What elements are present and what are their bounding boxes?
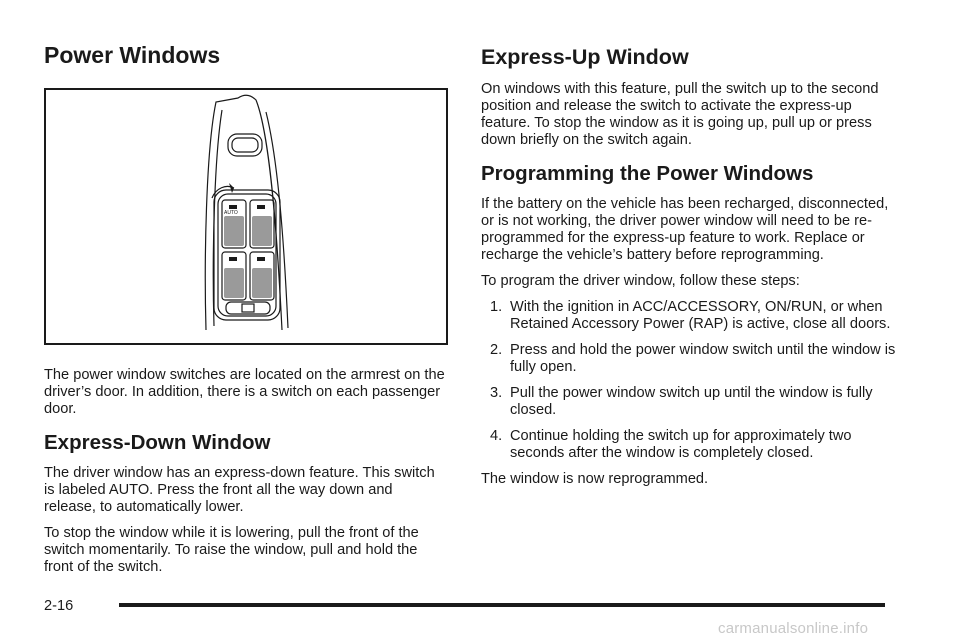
express-up-paragraph: On windows with this feature, pull the switch up to the second position and release the switch to activate the express-up feature. To stop the window as it is going up, pull up or press down briefly on the switch again. <box>481 81 879 148</box>
footer-rule <box>119 603 885 607</box>
programming-steps-list <box>481 299 901 462</box>
page-number: 2-16 <box>44 598 74 614</box>
page-title: Power Windows <box>44 42 221 68</box>
watermark: carmanualsonline.info <box>718 620 869 637</box>
programming-paragraph-1: If the battery on the vehicle has been recharged, disconnected, or is not working, the driver power window will need to be re-programmed for the express-up feature to work. Replace or recharge the vehicle’s battery before reprogramming. <box>481 196 889 263</box>
express-down-paragraph-1: The driver window has an express-down feature. This switch is labeled AUTO. Press the front all the way down and release, to automatically lower. <box>44 465 435 515</box>
list-item: 3. Pull the power window switch up until the window is fully closed. <box>490 385 873 418</box>
list-item: 4. Continue holding the switch up for approximately two seconds after the window is completely closed. <box>490 428 852 461</box>
express-up-heading: Express-Up Window <box>481 45 689 69</box>
armrest-switch-drawing <box>46 90 446 343</box>
closing-paragraph: The window is now reprogrammed. <box>481 471 709 487</box>
intro-paragraph: The power window switches are located on the armrest on the driver’s door. In addition, there is a switch on each passenger door. <box>44 367 445 417</box>
express-down-paragraph-2: To stop the window while it is lowering, pull the front of the switch momentarily. To raise the window, pull and hold the front of the switch. <box>44 525 419 575</box>
list-item: 2. Press and hold the power window switch until the window is fully open. <box>490 342 896 375</box>
list-item: 1. With the ignition in ACC/ACCESSORY, ON/RUN, or when Retained Accessory Power (RAP) is active, close all doors. <box>490 299 891 332</box>
programming-heading: Programming the Power Windows <box>481 162 814 185</box>
auto-switch-label: AUTO <box>224 210 238 216</box>
power-window-switch-illustration <box>44 88 448 345</box>
programming-paragraph-2: To program the driver window, follow these steps: <box>481 273 800 289</box>
express-down-heading: Express-Down Window <box>44 431 271 454</box>
